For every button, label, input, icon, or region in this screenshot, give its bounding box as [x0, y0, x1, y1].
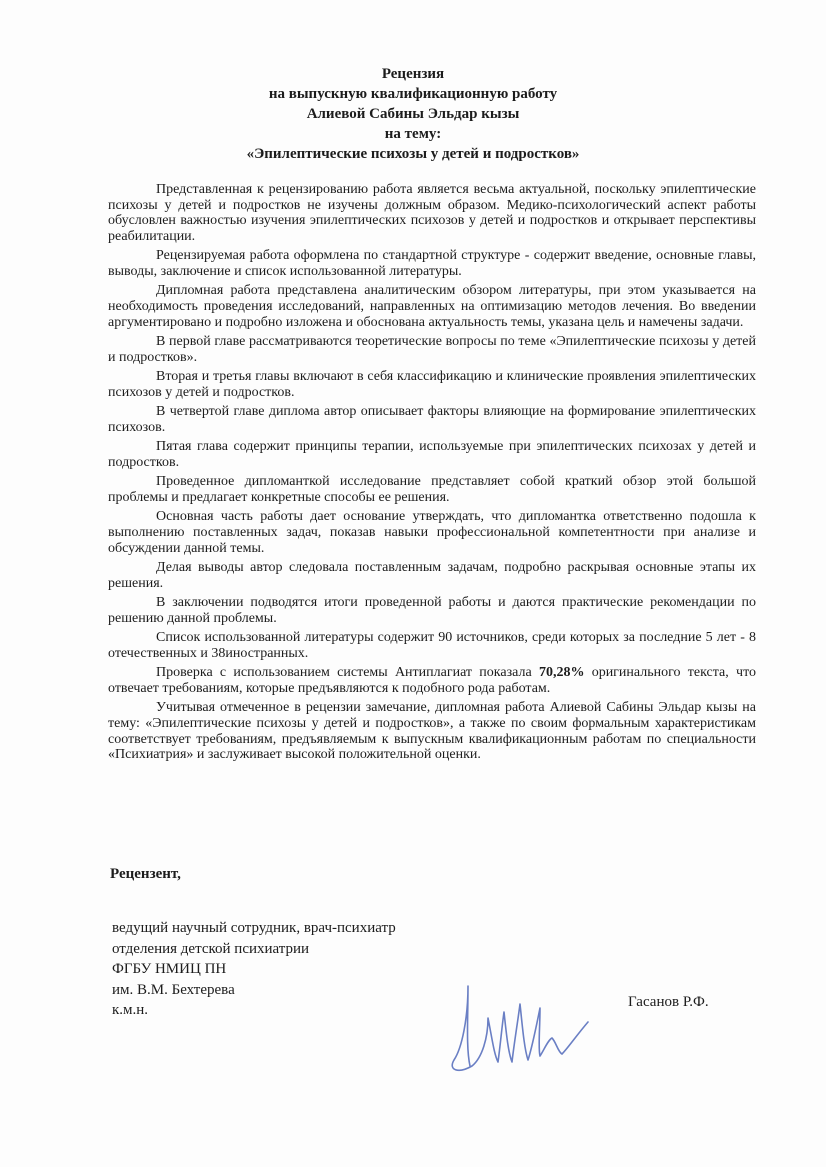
header-subtitle: на выпускную квалификационную работу	[268, 86, 558, 102]
reviewer-credentials	[112, 918, 396, 1021]
review-body	[108, 182, 756, 767]
credential-department: отделения детской психиатрии	[112, 940, 310, 957]
reviewer-name: Гасанов Р.Ф.	[628, 994, 709, 1010]
header-title: Рецензия	[381, 66, 445, 82]
paragraph-relevance: Представленная к рецензированию работа является весьма актуальной, поскольку эпилептические психозы у детей и подростков не изучены должным образом. Медико-психологический аспект работы обусловлен важностью изучения эпилептических психозов у детей и подростков и открывает перспективы реабилитации.	[108, 182, 756, 244]
originality-percent: 70,28%	[538, 665, 585, 681]
paragraph-conclusions: Делая выводы автор следовала поставленным задачам, подробно раскрывая основные этапы их решения.	[108, 560, 756, 591]
paragraph-main-part: Основная часть работы дает основание утверждать, что дипломантка ответственно подошла к выполнению поставленных задач, показав навыки профессиональной компетентности при анализе и обсуждении данной темы.	[108, 509, 756, 556]
paragraph-chapter-5: Пятая глава содержит принципы терапии, используемые при эпилептических психозах у детей и подростков.	[108, 439, 756, 470]
paragraph-research-summary: Проведенное дипломанткой исследование представляет собой краткий обзор этой большой проблемы и предлагает конкретные способы ее решения.	[108, 474, 756, 505]
paragraph-thesis-overview: Дипломная работа представлена аналитическим обзором литературы, при этом указывается на необходимость проведения исследований, направленных на оптимизацию методов лечения. Во введении аргументировано и подробно изложена и обоснована актуальность темы, указана цель и намечены задачи.	[108, 283, 756, 330]
paragraph-references: Список использованной литературы содержит 90 источников, среди которых за последние 5 лет - 8 отечественных и 38иностранных.	[108, 630, 756, 661]
paragraph-structure: Рецензируемая работа оформлена по стандартной структуре - содержит введение, основные главы, выводы, заключение и список использованной литературы.	[108, 248, 756, 279]
paragraph-chapters-2-3: Вторая и третья главы включают в себя классификацию и клинические проявления эпилептических психозов у детей и подростков.	[108, 369, 756, 400]
signature-stroke	[452, 986, 588, 1070]
credential-degree: к.м.н.	[112, 1002, 149, 1018]
credential-position: ведущий научный сотрудник, врач-психиатр	[112, 920, 396, 936]
paragraph-antiplagiat	[108, 665, 756, 696]
paragraph-chapter-1: В первой главе рассматриваются теоретические вопросы по теме «Эпилептические психозы у детей и подростков».	[108, 334, 756, 365]
header-topic-label: на тему:	[384, 126, 442, 142]
credential-institution: ФГБУ НМИЦ ПН	[112, 961, 227, 977]
reviewer-label: Рецензент,	[110, 866, 181, 882]
header-topic: «Эпилептические психозы у детей и подростков»	[246, 146, 580, 162]
paragraph-chapter-4: В четвертой главе диплома автор описывает факторы влияющие на формирование эпилептических психозов.	[108, 404, 756, 435]
antiplagiat-text-after: оригинального текста, что отвечает требованиям, которые предъявляются к подобного рода работам.	[108, 665, 756, 696]
document-header	[0, 64, 826, 164]
header-student-name: Алиевой Сабины Эльдар кызы	[306, 106, 520, 122]
handwritten-signature	[448, 978, 608, 1078]
paragraph-conclusion-section: В заключении подводятся итоги проведенной работы и даются практические рекомендации по решению данной проблемы.	[108, 595, 756, 626]
antiplagiat-text-before: Проверка с использованием системы Антиплагиат показала	[156, 665, 539, 681]
paragraph-final-assessment: Учитывая отмеченное в рецензии замечание, дипломная работа Алиевой Сабины Эльдар кызы на тему: «Эпилептические психозы у детей и подростков», а также по своим формальным характеристикам соответствует требованиям, предъявляемым к выпускным квалификационным работам по специальности «Психиатрия» и заслуживает высокой положительной оценки.	[108, 700, 756, 763]
credential-institution-name: им. В.М. Бехтерева	[112, 981, 235, 998]
